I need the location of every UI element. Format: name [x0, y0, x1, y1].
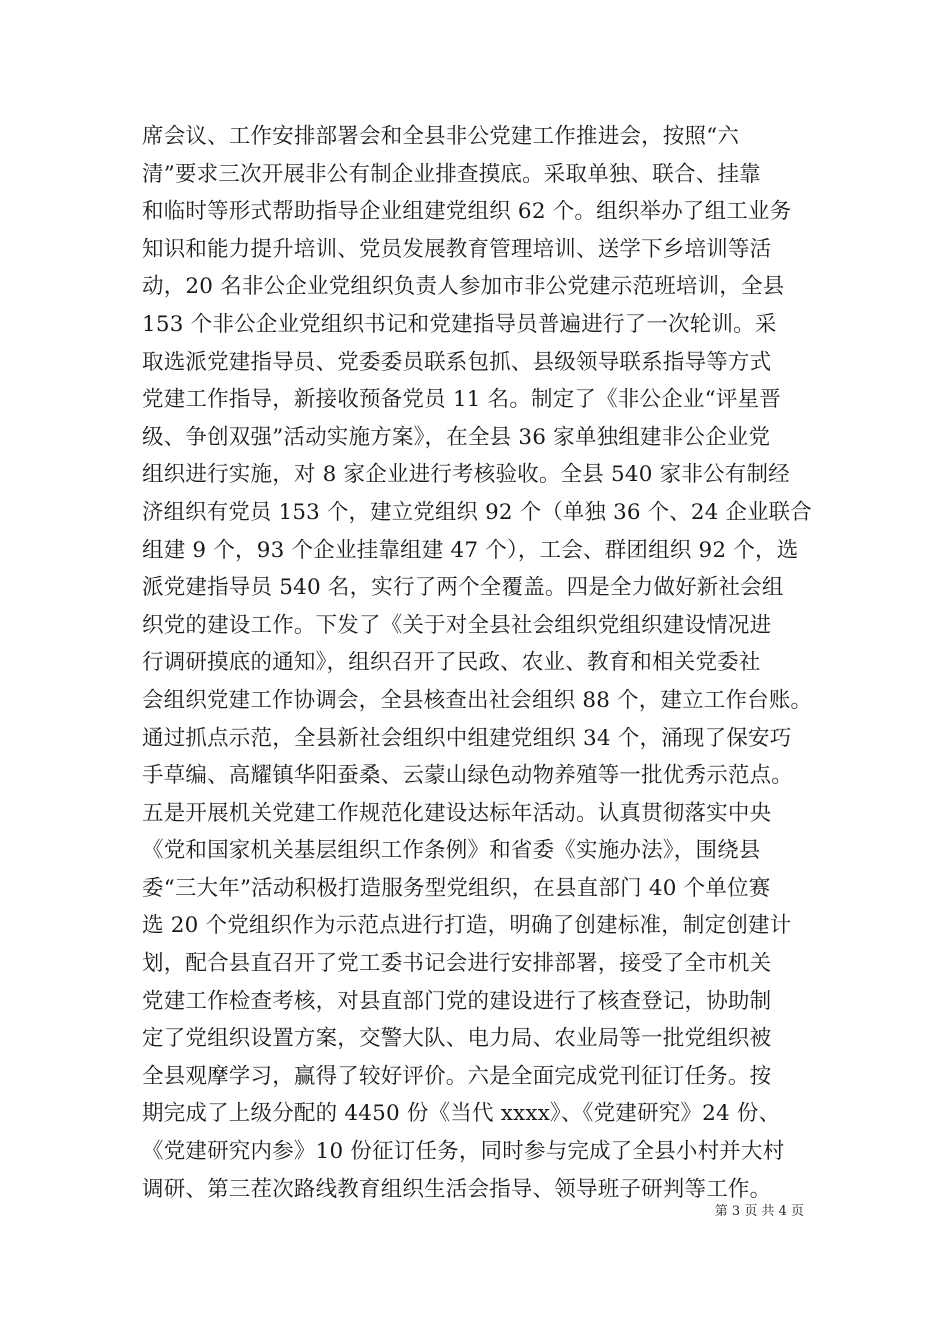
text-line: 委“三大年”活动积极打造服务型党组织，在县直部门 40 个单位赛 — [142, 875, 771, 901]
text-line: 级、争创双强”活动实施方案》，在全县 36 家单独组建非公企业党 — [142, 424, 771, 450]
text-line: 手草编、高耀镇华阳蚕桑、云蒙山绿色动物养殖等一批优秀示范点。 — [142, 763, 794, 789]
text-line: 全县观摩学习，赢得了较好评价。六是全面完成党刊征订任务。按 — [142, 1063, 772, 1089]
text-line: 调研、第三茬次路线教育组织生活会指导、领导班子研判等工作。 — [142, 1176, 772, 1202]
text-line: 定了党组织设置方案，交警大队、电力局、农业局等一批党组织被 — [142, 1026, 772, 1052]
text-line: 五是开展机关党建工作规范化建设达标年活动。认真贯彻落实中央 — [142, 800, 772, 826]
text-line: 组织进行实施，对 8 家企业进行考核验收。全县 540 家非公有制经 — [142, 462, 790, 488]
text-line: 织党的建设工作。下发了《关于对全县社会组织党组织建设情况进 — [142, 612, 772, 638]
text-line: 党建工作检查考核，对县直部门党的建设进行了核查登记，协助制 — [142, 988, 772, 1014]
text-line: 划，配合县直召开了党工委书记会进行安排部署，接受了全市机关 — [142, 951, 772, 977]
text-line: 通过抓点示范，全县新社会组织中组建党组织 34 个，涌现了保安巧 — [142, 725, 792, 751]
text-line: 《党建研究内参》10 份征订任务，同时参与完成了全县小村并大村 — [142, 1139, 785, 1165]
text-line: 行调研摸底的通知》，组织召开了民政、农业、教育和相关党委社 — [142, 650, 761, 676]
text-line: 组建 9 个，93 个企业挂靠组建 47 个），工会、群团组织 92 个，选 — [142, 537, 799, 563]
text-line: 席会议、工作安排部署会和全县非公党建工作推进会，按照“六 — [142, 124, 740, 149]
text-line: 党建工作指导，新接收预备党员 11 名。制定了《非公企业“评星晋 — [142, 387, 781, 413]
text-line: 《党和国家机关基层组织工作条例》和省委《实施办法》，围绕县 — [142, 838, 761, 864]
text-line: 动，20 名非公企业党组织负责人参加市非公党建示范班培训，全县 — [142, 274, 785, 300]
text-line: 和临时等形式帮助指导企业组建党组织 62 个。组织举办了组工业务 — [142, 199, 792, 225]
text-line: 153 个非公企业党组织书记和党建指导员普遍进行了一次轮训。采 — [142, 311, 777, 337]
text-line: 期完成了上级分配的 4450 份《当代 xxxx》、《党建研究》24 份、 — [142, 1101, 781, 1127]
text-line: 济组织有党员 153 个，建立党组织 92 个（单独 36 个、24 企业联合 — [142, 499, 812, 525]
body-text — [142, 118, 812, 1208]
text-line: 选 20 个党组织作为示范点进行打造，明确了创建标准，制定创建计 — [142, 913, 792, 939]
text-line: 知识和能力提升培训、党员发展教育管理培训、送学下乡培训等活 — [142, 236, 772, 262]
text-line: 派党建指导员 540 名，实行了两个全覆盖。四是全力做好新社会组 — [142, 575, 784, 601]
text-line: 取选派党建指导员、党委委员联系包抓、县级领导联系指导等方式 — [142, 349, 772, 375]
page-footer: 第 3 页 共 4 页 — [714, 1204, 804, 1219]
text-line: 会组织党建工作协调会，全县核查出社会组织 88 个，建立工作台账。 — [142, 687, 813, 713]
text-line: 清”要求三次开展非公有制企业排查摸底。采取单独、联合、挂靠 — [142, 161, 761, 187]
